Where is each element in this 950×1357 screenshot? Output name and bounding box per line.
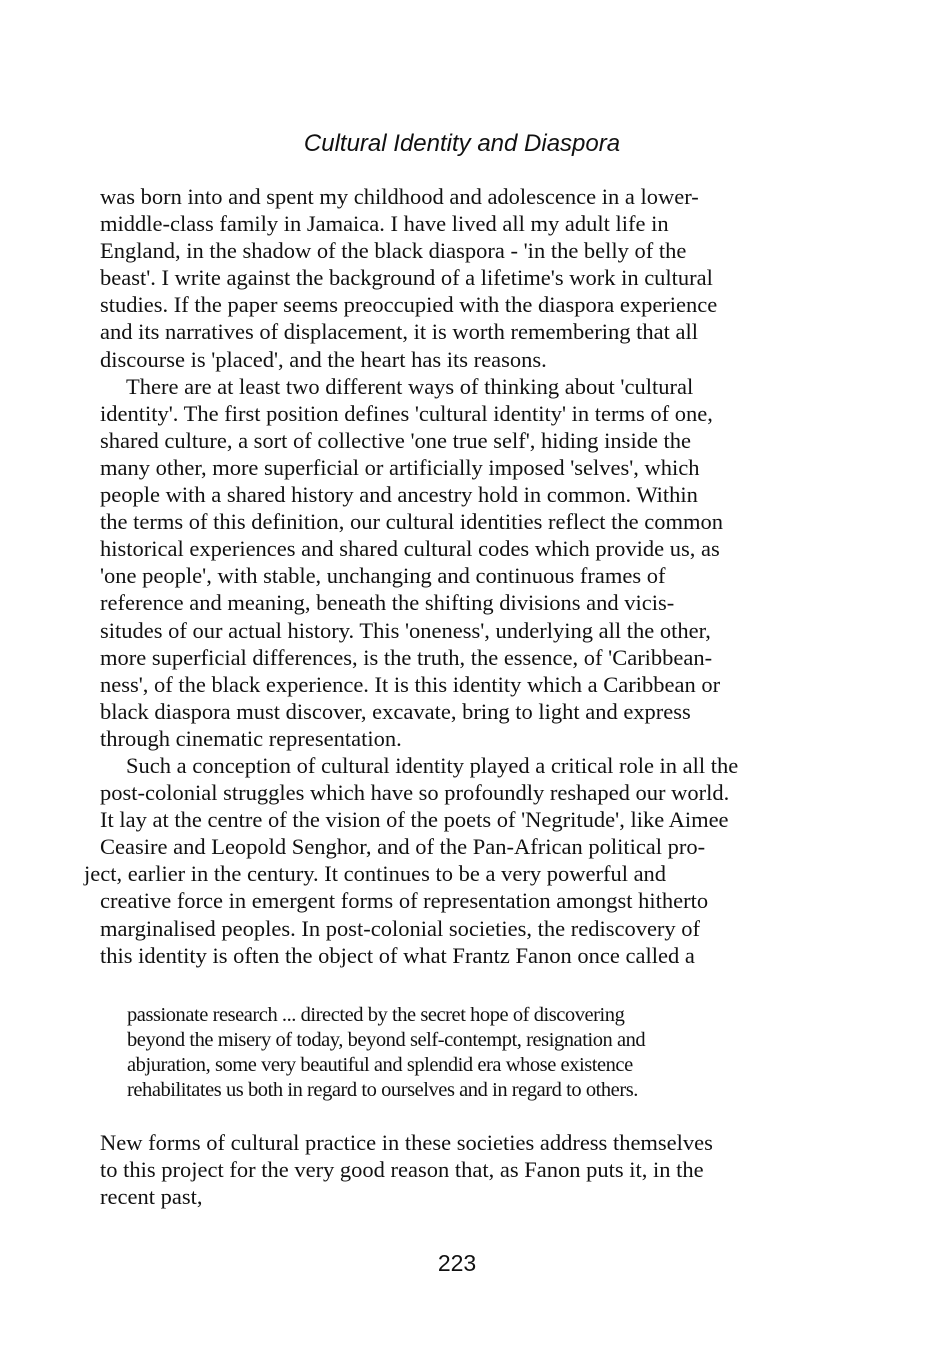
text-line: marginalised peoples. In post-colonial societies, the rediscovery of <box>100 915 701 941</box>
page-number: 223 <box>437 1250 477 1276</box>
text-line: many other, more superficial or artificially imposed 'selves', which <box>100 454 700 480</box>
quote-line: beyond the misery of today, beyond self-contempt, resignation and <box>127 1028 646 1051</box>
text-line: It lay at the centre of the vision of the poets of 'Negritude', like Aimee <box>100 807 729 833</box>
text-line: middle-class family in Jamaica. I have lived all my adult life in <box>100 211 669 237</box>
paragraph-2 <box>100 373 830 752</box>
text-line: England, in the shadow of the black diaspora - 'in the belly of the <box>100 238 687 264</box>
text-line: creative force in emergent forms of representation amongst hitherto <box>100 888 709 914</box>
text-line: was born into and spent my childhood and adolescence in a lower- <box>100 184 699 209</box>
text-line: discourse is 'placed', and the heart has its reasons. <box>100 346 547 372</box>
text-line: recent past, <box>100 1183 203 1209</box>
text-line: historical experiences and shared cultural codes which provide us, as <box>100 536 720 562</box>
text-line: ject, earlier in the century. It continues to be a very powerful and <box>84 861 667 887</box>
text-line: identity'. The first position defines 'cultural identity' in terms of one, <box>100 400 713 426</box>
running-head-title: Cultural Identity and Diaspora <box>303 130 621 157</box>
text-line: people with a shared history and ancestry hold in common. Within <box>100 482 698 508</box>
text-line: beast'. I write against the background of a lifetime's work in cultural <box>100 265 713 291</box>
text-line: There are at least two different ways of thinking about 'cultural <box>126 373 694 399</box>
text-line: and its narratives of displacement, it is worth remembering that all <box>100 319 698 345</box>
body-text <box>84 183 830 1210</box>
text-line: black diaspora must discover, excavate, bring to light and express <box>100 698 691 724</box>
text-line: ness', of the black experience. It is this identity which a Caribbean or <box>100 671 721 697</box>
paragraph-1 <box>100 183 830 373</box>
paragraph-3 <box>84 752 830 969</box>
block-quote <box>100 1003 830 1103</box>
text-line: shared culture, a sort of collective 'one true self', hiding inside the <box>100 427 692 453</box>
closing-paragraph <box>100 1129 830 1210</box>
text-line: through cinematic representation. <box>100 725 402 751</box>
text-line: more superficial differences, is the truth, the essence, of 'Caribbean- <box>100 644 713 670</box>
text-line: Such a conception of cultural identity played a critical role in all the <box>126 752 739 778</box>
text-line: studies. If the paper seems preoccupied with the diaspora experience <box>100 292 718 318</box>
text-line: situdes of our actual history. This 'oneness', underlying all the other, <box>100 617 711 643</box>
text-line: to this project for the very good reason that, as Fanon puts it, in the <box>100 1156 704 1182</box>
text-line: reference and meaning, beneath the shifting divisions and vicis- <box>100 590 675 616</box>
quote-line: abjuration, some very beautiful and splendid era whose existence <box>127 1053 633 1076</box>
text-line: Ceasire and Leopold Senghor, and of the Pan-African political pro- <box>100 834 706 860</box>
text-line: New forms of cultural practice in these societies address themselves <box>100 1129 713 1155</box>
quote-line: passionate research ... directed by the secret hope of discovering <box>127 1003 625 1026</box>
text-line: this identity is often the object of what Frantz Fanon once called a <box>100 942 695 968</box>
text-line: the terms of this definition, our cultural identities reflect the common <box>100 509 723 535</box>
text-line: post-colonial struggles which have so profoundly reshaped our world. <box>100 780 730 806</box>
text-line: 'one people', with stable, unchanging and continuous frames of <box>100 563 666 589</box>
quote-line: rehabilitates us both in regard to ourselves and in regard to others. <box>127 1078 638 1101</box>
